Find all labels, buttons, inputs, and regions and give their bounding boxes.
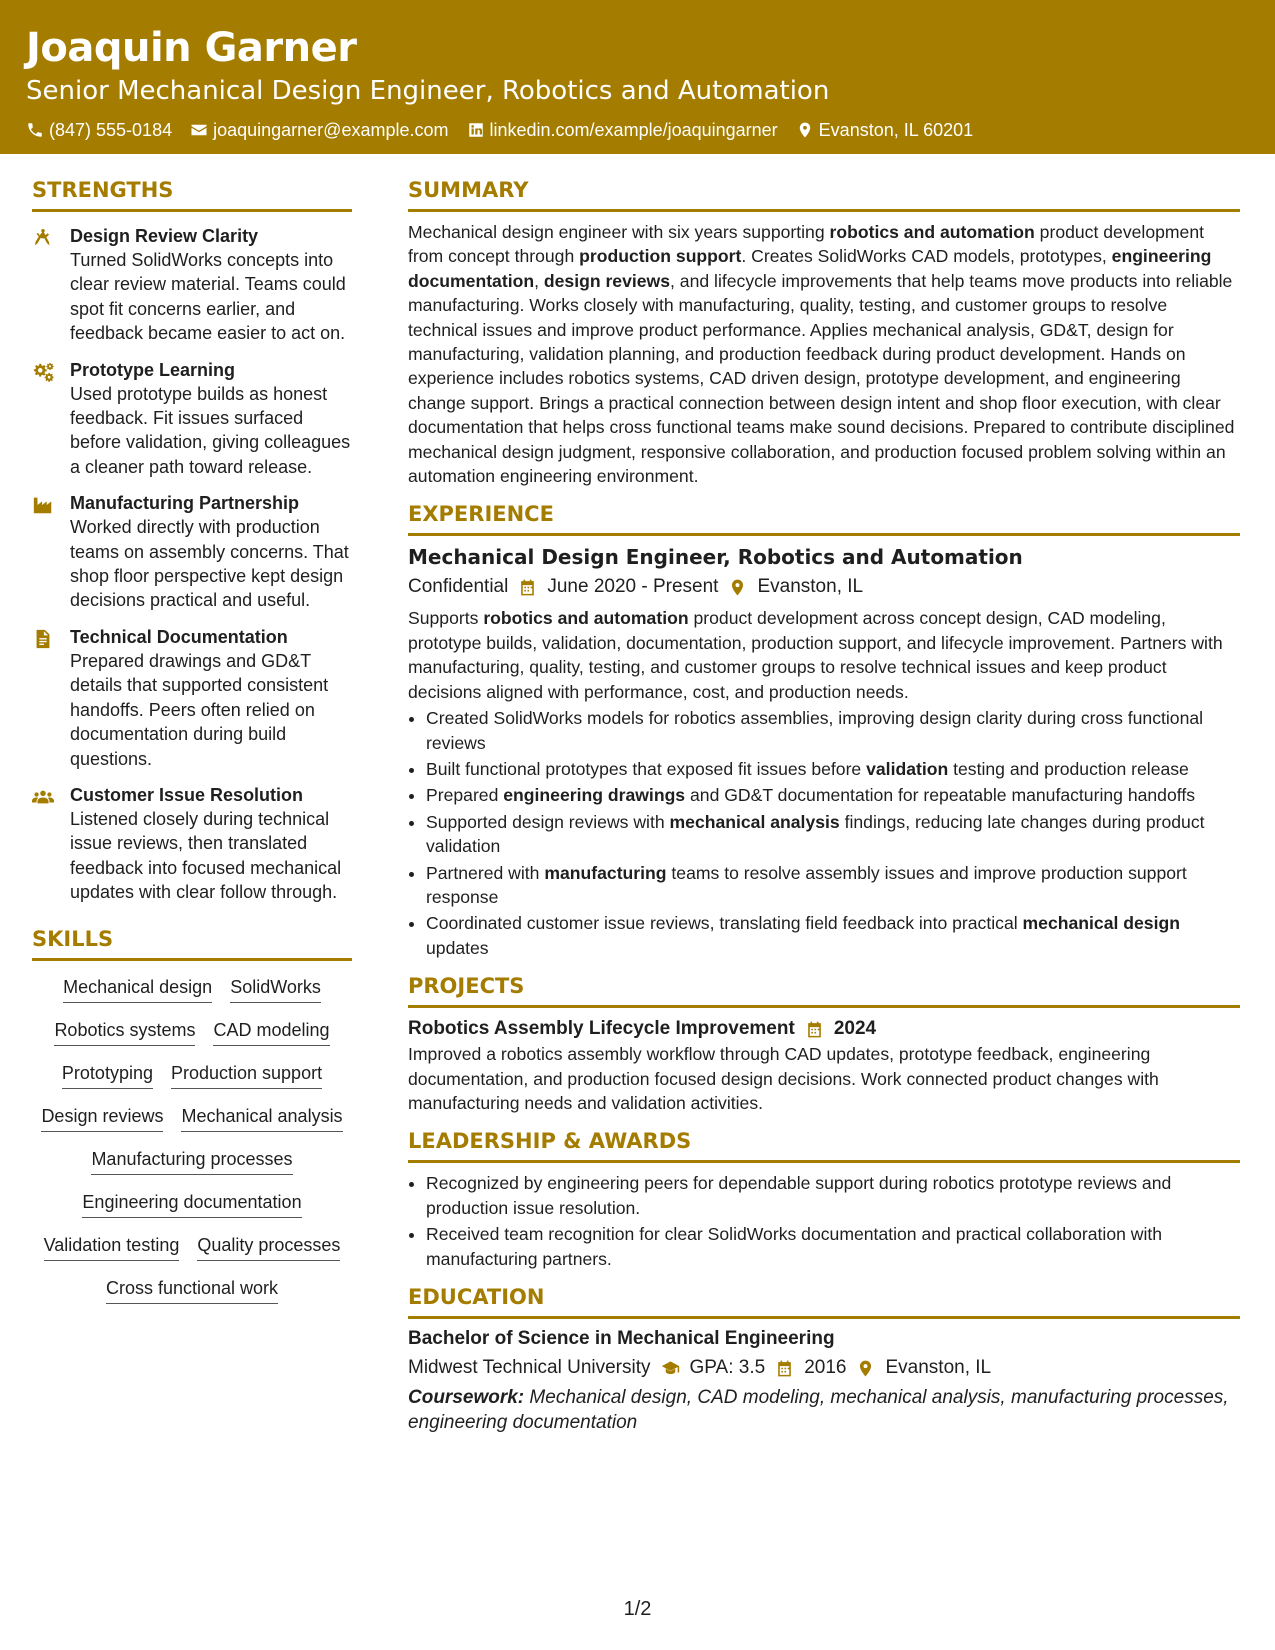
list-item: • Coordinated customer issue reviews, translating field feedback into practical mechanical design updates <box>426 911 1240 960</box>
job-dates: June 2020 - Present <box>547 576 719 598</box>
strength-item <box>32 783 352 905</box>
skills-section <box>32 923 352 1304</box>
skill-tag: Robotics systems <box>54 1018 195 1046</box>
skill-tag: Mechanical design <box>63 975 212 1003</box>
job-title: Mechanical Design Engineer, Robotics and Automation <box>408 545 1023 570</box>
education-meta <box>408 1353 1240 1383</box>
coursework: Coursework: Mechanical design, CAD modeling, mechanical analysis, manufacturing processes, engineering documentation <box>408 1387 1229 1433</box>
right-column <box>408 174 1240 1445</box>
candidate-title: Senior Mechanical Design Engineer, Robotics and Automation <box>26 76 830 106</box>
strength-name: Technical Documentation <box>70 626 288 647</box>
education-location: Evanston, IL <box>885 1357 992 1378</box>
leadership-list <box>408 1171 1240 1271</box>
skill-tag: Cross functional work <box>106 1276 278 1304</box>
list-item: • Received team recognition for clear SolidWorks documentation and practical collaboration with manufacturing partners. <box>426 1222 1240 1271</box>
email-link[interactable]: joaquingarner@example.com <box>213 120 449 140</box>
strength-name: Manufacturing Partnership <box>70 493 300 514</box>
gears-icon <box>32 361 54 383</box>
linkedin-icon <box>467 121 485 139</box>
skill-tag: Manufacturing processes <box>91 1147 292 1175</box>
linkedin-link[interactable]: linkedin.com/example/joaquingarner <box>489 120 778 140</box>
project-year: 2024 <box>833 1018 877 1040</box>
map-pin-icon <box>856 1359 875 1378</box>
candidate-name: Joaquin Garner <box>26 25 357 71</box>
job-meta <box>408 572 1240 602</box>
strength-desc: Listened closely during technical issue reviews, then translated feedback into focused mechanical updates with clear follow through. <box>70 808 342 903</box>
education-heading: EDUCATION <box>408 1281 1240 1319</box>
school-name: Midwest Technical University <box>408 1357 651 1378</box>
strength-desc: Turned SolidWorks concepts into clear review material. Teams could spot fit concerns earlier, and feedback became easier to act on. <box>70 250 346 344</box>
contact-location <box>796 118 973 142</box>
degree-name: Bachelor of Science in Mechanical Engineering <box>408 1328 835 1349</box>
skill-tag: Quality processes <box>197 1233 340 1261</box>
project-name: Robotics Assembly Lifecycle Improvement <box>408 1018 795 1040</box>
strength-desc: Used prototype builds as honest feedback. Fit issues surfaced before validation, giving colleagues a cleaner path toward release. <box>70 383 351 477</box>
file-text-icon <box>32 628 54 650</box>
industry-icon <box>32 494 54 516</box>
contact-linkedin[interactable] <box>467 118 778 142</box>
education-section <box>408 1281 1240 1435</box>
job-bullets <box>408 706 1240 960</box>
list-item: • Created SolidWorks models for robotics assemblies, improving design clarity during cross functional reviews <box>426 706 1240 755</box>
location-text: Evanston, IL 60201 <box>818 120 974 140</box>
list-item: • Supported design reviews with mechanical analysis findings, reducing late changes during product validation <box>426 810 1240 859</box>
strength-item <box>32 625 352 771</box>
leadership-section <box>408 1125 1240 1271</box>
list-item: • Built functional prototypes that exposed fit issues before validation testing and production release <box>426 757 1240 781</box>
projects-heading: PROJECTS <box>408 970 1240 1008</box>
strength-name: Design Review Clarity <box>70 226 259 246</box>
skill-tag: CAD modeling <box>213 1018 329 1046</box>
strength-item <box>32 224 352 346</box>
gpa: GPA: 3.5 <box>689 1357 766 1378</box>
contact-email[interactable] <box>190 118 448 142</box>
project-header <box>408 1016 1240 1042</box>
map-pin-icon <box>796 121 814 139</box>
strength-name: Prototype Learning <box>70 359 236 380</box>
projects-section <box>408 970 1240 1115</box>
project-desc: Improved a robotics assembly workflow through CAD updates, prototype feedback, engineering documentation, and production focused design decisions. Work connected product changes with manufacturing needs and validation activities. <box>408 1044 1159 1113</box>
list-item: • Prepared engineering drawings and GD&T documentation for repeatable manufacturing handoffs <box>426 783 1240 807</box>
phone-icon <box>26 121 44 139</box>
skill-tag: Validation testing <box>44 1233 180 1261</box>
strengths-heading: STRENGTHS <box>32 174 352 212</box>
job-intro: Supports robotics and automation product development across concept design, CAD modeling, prototype builds, validation, documentation, production support, and lifecycle improvement. Partners with manufacturing, quality, testing, and customer groups to resolve technical issues and keep product decisions aligned with performance, cost, and production needs. <box>408 608 1223 702</box>
strength-item <box>32 358 352 480</box>
calendar-icon <box>518 578 537 597</box>
users-icon <box>32 786 54 808</box>
skill-tag: Prototyping <box>62 1061 153 1089</box>
summary-heading: SUMMARY <box>408 174 1240 212</box>
contact-phone <box>26 118 172 142</box>
skill-tag: Design reviews <box>41 1104 163 1132</box>
skill-tag: Engineering documentation <box>82 1190 301 1218</box>
strength-item <box>32 491 352 613</box>
calendar-icon <box>805 1020 824 1039</box>
experience-section <box>408 498 1240 960</box>
strength-desc: Worked directly with production teams on assembly concerns. That shop floor perspective kept design decisions practical and useful. <box>70 517 349 611</box>
leadership-heading: LEADERSHIP & AWARDS <box>408 1125 1240 1163</box>
compass-drafting-icon <box>32 227 54 249</box>
contact-bar <box>26 118 1249 142</box>
resume-header <box>0 0 1275 154</box>
skill-tag: Production support <box>171 1061 322 1089</box>
calendar-icon <box>775 1359 794 1378</box>
skills-heading: SKILLS <box>32 923 352 961</box>
graduation-year: 2016 <box>804 1357 847 1378</box>
summary-section <box>408 174 1240 488</box>
left-column <box>32 174 352 1304</box>
summary-text: Mechanical design engineer with six years supporting robotics and automation product development from concept through production support. Creates SolidWorks CAD models, prototypes, engineering documentation, design reviews, and lifecycle improvements that help teams move products into reliable manufacturing. Works closely with manufacturing, quality, testing, and customer groups to resolve technical issues and improve product performance. Applies mechanical analysis, GD&T, design for manufacturing, validation planning, and production feedback during product development. Hands on experience includes robotics systems, CAD driven design, prototype development, and engineering change support. Brings a practical connection between design intent and shop floor execution, with clear documentation that helps cross functional teams make sound decisions. Prepared to contribute disciplined mechanical design judgment, responsive collaboration, and production focused problem solving within an automation engineering environment. <box>408 222 1235 487</box>
job-location: Evanston, IL <box>757 576 864 598</box>
list-item: • Recognized by engineering peers for dependable support during robotics prototype reviews and production issue resolution. <box>426 1171 1240 1220</box>
page-number: 1/2 <box>623 1598 652 1620</box>
experience-heading: EXPERIENCE <box>408 498 1240 536</box>
graduation-cap-icon <box>661 1359 680 1378</box>
strengths-section <box>32 174 352 905</box>
envelope-icon <box>190 121 208 139</box>
map-pin-icon <box>728 578 747 597</box>
list-item: • Partnered with manufacturing teams to resolve assembly issues and improve production support response <box>426 861 1240 910</box>
skill-tag: Mechanical analysis <box>181 1104 342 1132</box>
strength-desc: Prepared drawings and GD&T details that supported consistent handoffs. Peers often relied on documentation during build questions. <box>70 650 329 769</box>
strength-name: Customer Issue Resolution <box>70 784 304 805</box>
skills-list <box>32 961 352 1304</box>
phone-text: (847) 555-0184 <box>49 120 173 140</box>
company-name: Confidential <box>408 576 509 598</box>
skill-tag: SolidWorks <box>230 975 321 1003</box>
